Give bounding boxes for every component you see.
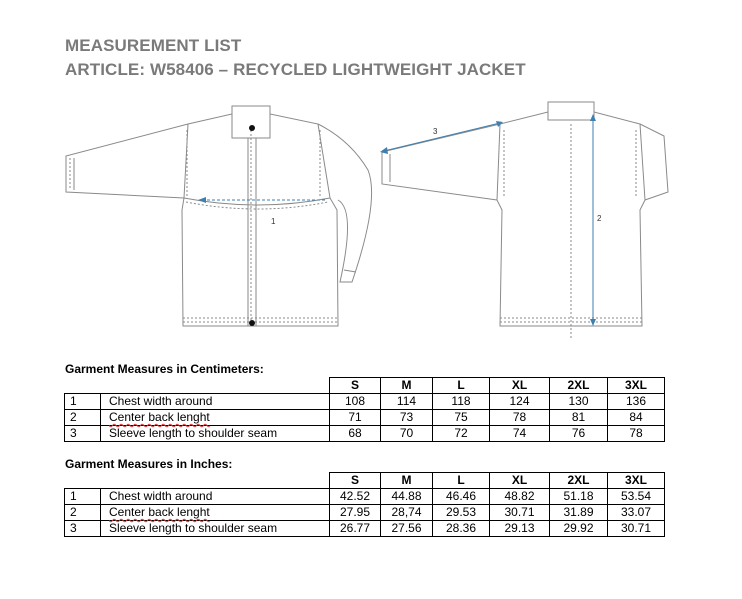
article-title: ARTICLE: W58406 – RECYCLED LIGHTWEIGHT JACKET: [65, 60, 526, 79]
cm-table-title: Garment Measures in Centimeters:: [65, 362, 264, 376]
cell-value: 48.82: [490, 489, 550, 505]
back-length-label: 2: [597, 214, 602, 223]
row-index: 1: [65, 489, 101, 505]
row-index: 3: [65, 521, 101, 537]
cell-value: 30.71: [490, 505, 550, 521]
row-label: Sleeve length to shoulder seam: [101, 521, 330, 537]
size-header: S: [330, 378, 381, 394]
cell-value: 44.88: [381, 489, 433, 505]
table-header-row: [65, 473, 665, 489]
cell-value: 118: [433, 394, 490, 410]
size-header: 2XL: [550, 378, 608, 394]
row-label-text: Center back lenght: [109, 410, 210, 424]
inch-measure-table: [64, 472, 665, 537]
cell-value: 27.95: [330, 505, 381, 521]
cell-value: 27.56: [381, 521, 433, 537]
row-index: 2: [65, 505, 101, 521]
cell-value: 108: [330, 394, 381, 410]
cell-value: 72: [433, 426, 490, 442]
size-header: M: [381, 473, 433, 489]
size-header: L: [433, 378, 490, 394]
table-row: [65, 426, 665, 442]
cell-value: 124: [490, 394, 550, 410]
jacket-back-view: [382, 102, 668, 340]
size-header: 2XL: [550, 473, 608, 489]
chest-arrow-head: [198, 197, 206, 203]
cell-value: 81: [550, 410, 608, 426]
cell-value: 29.53: [433, 505, 490, 521]
sleeve-arrow-left: [380, 147, 388, 154]
cell-value: 84: [608, 410, 665, 426]
cell-value: 53.54: [608, 489, 665, 505]
size-header: M: [381, 378, 433, 394]
size-header: XL: [490, 473, 550, 489]
cell-value: 28,74: [381, 505, 433, 521]
row-index: 2: [65, 410, 101, 426]
row-label: [101, 505, 330, 521]
cell-value: 30.71: [608, 521, 665, 537]
cell-value: 78: [490, 410, 550, 426]
row-index: 3: [65, 426, 101, 442]
inch-table-title: Garment Measures in Inches:: [65, 457, 233, 471]
size-header: XL: [490, 378, 550, 394]
cell-value: 130: [550, 394, 608, 410]
cell-value: 51.18: [550, 489, 608, 505]
cell-value: 73: [381, 410, 433, 426]
size-header: 3XL: [608, 473, 665, 489]
cell-value: 136: [608, 394, 665, 410]
cell-value: 71: [330, 410, 381, 426]
cell-value: 29.92: [550, 521, 608, 537]
cell-value: 28.36: [433, 521, 490, 537]
cell-value: 74: [490, 426, 550, 442]
table-header-row: [65, 378, 665, 394]
back-length-arrow-top: [590, 114, 596, 121]
cell-value: 75: [433, 410, 490, 426]
cell-value: 46.46: [433, 489, 490, 505]
cell-value: 68: [330, 426, 381, 442]
cell-value: 33.07: [608, 505, 665, 521]
sleeve-measure-line: [384, 123, 500, 151]
cell-value: 29.13: [490, 521, 550, 537]
cell-value: 78: [608, 426, 665, 442]
row-label: [101, 410, 330, 426]
row-label: Chest width around: [101, 394, 330, 410]
row-label: Chest width around: [101, 489, 330, 505]
cell-value: 70: [381, 426, 433, 442]
cell-value: 31.89: [550, 505, 608, 521]
table-row: [65, 394, 665, 410]
size-header: 3XL: [608, 378, 665, 394]
row-label-text: Center back lenght: [109, 505, 210, 519]
table-row: [65, 489, 665, 505]
chest-measure-label: 1: [271, 217, 276, 226]
cell-value: 114: [381, 394, 433, 410]
row-index: 1: [65, 394, 101, 410]
back-length-arrow-bottom: [590, 319, 596, 326]
size-header: L: [433, 473, 490, 489]
jacket-front-view: [66, 106, 372, 326]
size-header: S: [330, 473, 381, 489]
table-row: [65, 505, 665, 521]
cm-measure-table: [64, 377, 665, 442]
row-label: Sleeve length to shoulder seam: [101, 426, 330, 442]
cell-value: 76: [550, 426, 608, 442]
sleeve-measure-label: 3: [433, 127, 438, 136]
document-title: MEASUREMENT LIST: [65, 36, 242, 55]
table-row: [65, 521, 665, 537]
table-row: [65, 410, 665, 426]
cell-value: 42.52: [330, 489, 381, 505]
cell-value: 26.77: [330, 521, 381, 537]
